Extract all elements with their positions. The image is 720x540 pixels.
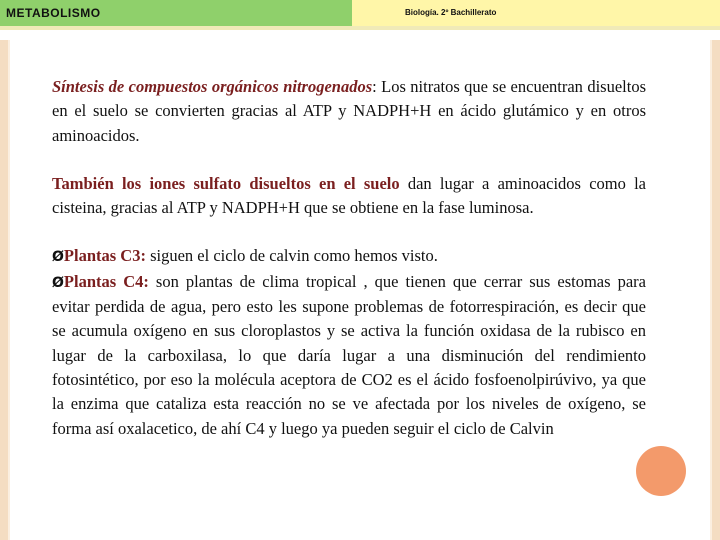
bullet-arrow-icon: Ø (52, 249, 64, 266)
bullet-c4 (52, 270, 646, 441)
header-left-band (0, 0, 352, 26)
paragraph-sulfate-heading: También los iones sulfato disueltos en el suelo (52, 173, 400, 193)
slide-content (52, 75, 646, 441)
bullet-c3 (52, 244, 646, 269)
left-frame-inner (8, 40, 10, 540)
bullet-c3-text: siguen el ciclo de calvin como hemos visto. (145, 246, 438, 266)
header-underline (0, 26, 720, 30)
right-frame-inner (710, 40, 712, 540)
paragraph-sulfate (52, 172, 646, 221)
left-frame-border (0, 40, 8, 540)
header-subtitle: Biología. 2º Bachillerato (405, 8, 497, 17)
header-right-band (352, 0, 720, 26)
decorative-circle (636, 446, 686, 496)
slide-header (0, 0, 720, 30)
bullet-arrow-icon: Ø (52, 274, 64, 291)
right-frame-border (712, 40, 720, 540)
bullet-c4-label: Plantas C4: (63, 271, 149, 291)
bullet-c3-label: Plantas C3: (63, 246, 146, 266)
bullet-c4-text: son plantas de clima tropical , que tienen que cerrar sus estomas para evitar perdida de agua, pero esto les supone problemas de fotorrespiración, es decir que se acumula oxígeno en sus cloroplastos y se activa la función oxidasa de la rubisco en lugar de la carboxilasa, lo que daría lugar a una disminución del rendimiento fotosintético, por eso la molécula aceptora de CO2 es el ácido fosfoenolpirúvivo, ya que la enzima que cataliza esta reacción no se ve afectada por los niveles de oxígeno, se forma así oxalacetico, de ahí C4 y luego ya pueden seguir el ciclo de Calvin (52, 271, 646, 438)
paragraph-nitrogen-heading: Síntesis de compuestos orgánicos nitrogenados (52, 77, 373, 96)
paragraph-nitrogen (52, 75, 646, 148)
paragraph-nitrogen-text: : Los nitratos que se encuentran disueltos en el suelo se convierten gracias al ATP y NADPH+H en ácido glutámico y en otros aminoacidos. (52, 77, 647, 145)
paragraph-sulfate-text: dan lugar a aminoacidos como la cisteina, gracias al ATP y NADPH+H que se obtiene en la fase luminosa. (52, 173, 646, 218)
header-title: METABOLISMO (6, 6, 101, 20)
